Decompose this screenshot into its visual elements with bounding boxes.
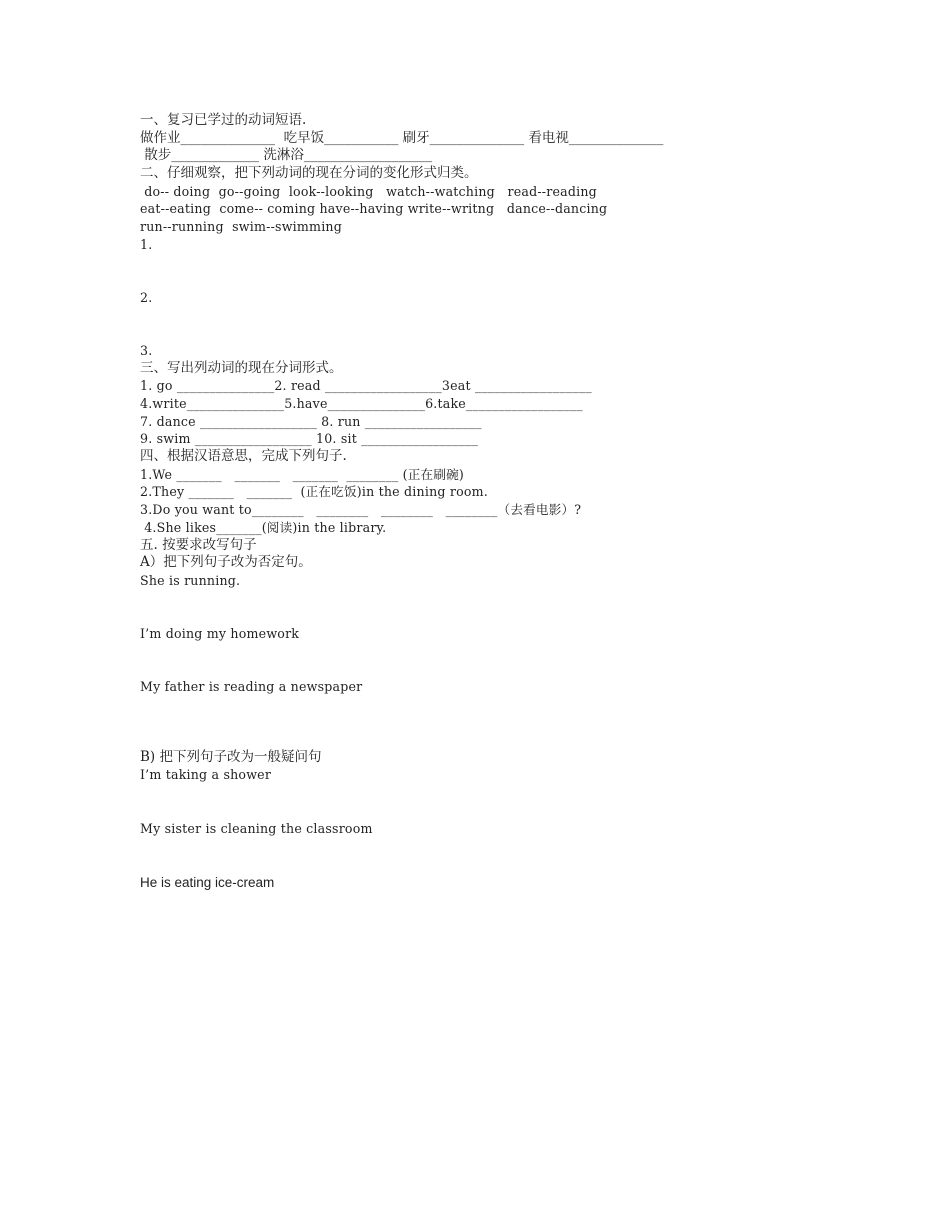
section-3-row-4: 9. swim __________________ 10. sit __________________	[140, 431, 479, 447]
section-4-heading: 四、根据汉语意思，完成下列句子.	[140, 448, 347, 465]
blank-space	[140, 590, 840, 608]
section-3-heading: 三、写出列动词的现在分词形式。	[140, 359, 343, 376]
section-5-part-b-heading: B) 把下列句子改为一般疑问句	[140, 748, 322, 765]
blank-space	[140, 660, 840, 678]
blank-space	[140, 307, 840, 325]
blank-space	[140, 784, 840, 802]
sentence-a-2: I’m doing my homework	[140, 625, 300, 641]
section-3-row-3: 7. dance __________________ 8. run __________________	[140, 413, 482, 429]
blank-space	[140, 713, 840, 731]
section-5-heading: 五. 按要求改写句子	[140, 536, 257, 553]
section-3-row-1: 1. go _______________2. read __________________3eat __________________	[140, 378, 592, 394]
section-4-row-3: 3.Do you want to________ ________ ________ ________（去看电影）?	[140, 502, 582, 518]
section-2-item-2: 2.	[140, 289, 153, 305]
section-2-item-3: 3.	[140, 342, 153, 358]
worksheet	[140, 112, 840, 893]
sentence-a-3: My father is reading a newspaper	[140, 679, 363, 694]
blank-space	[140, 855, 840, 873]
blank-space	[140, 643, 840, 661]
section-2-item-1: 1.	[140, 236, 153, 252]
section-1-heading: 一、复习已学过的动词短语.	[140, 112, 307, 128]
blank-space	[140, 837, 840, 855]
section-4-row-1: 1.We _______ _______ _______ ________ (正在刷碗)	[140, 466, 465, 482]
section-4-row-4: 4.She likes_______(阅读)in the library.	[140, 519, 387, 535]
blank-space	[140, 802, 840, 820]
section-2-row-1: do-- doing go--going look--looking watch--watching read--reading	[140, 183, 597, 199]
sentence-b-2: My sister is cleaning the classroom	[140, 820, 373, 836]
blank-space	[140, 324, 840, 342]
blank-space	[140, 731, 840, 749]
section-1-row-1: 做作业______________ 吃早饭___________ 刷牙______________ 看电视______________	[140, 129, 664, 146]
blank-space	[140, 271, 840, 289]
blank-space	[140, 696, 840, 714]
section-2-row-3: run--running swim--swimming	[140, 219, 342, 235]
section-2-row-2: eat--eating come-- coming have--having write--writng dance--dancing	[140, 201, 608, 217]
sentence-b-1: I’m taking a shower	[140, 767, 272, 783]
sentence-b-3: He is eating ice-cream	[140, 874, 275, 890]
blank-space	[140, 607, 840, 625]
sentence-a-1: She is running.	[140, 572, 241, 588]
section-3-row-2: 4.write_______________5.have_______________6.take__________________	[140, 396, 583, 411]
section-5-part-a-heading: A）把下列句子改为否定句。	[140, 554, 312, 571]
section-1-row-2: 散步_____________ 洗淋浴___________________	[140, 147, 433, 164]
blank-space	[140, 254, 840, 272]
section-4-row-2: 2.They _______ _______ (正在吃饭)in the dining room.	[140, 484, 488, 500]
section-2-heading: 二、仔细观察，把下列动词的现在分词的变化形式归类。	[140, 165, 478, 182]
